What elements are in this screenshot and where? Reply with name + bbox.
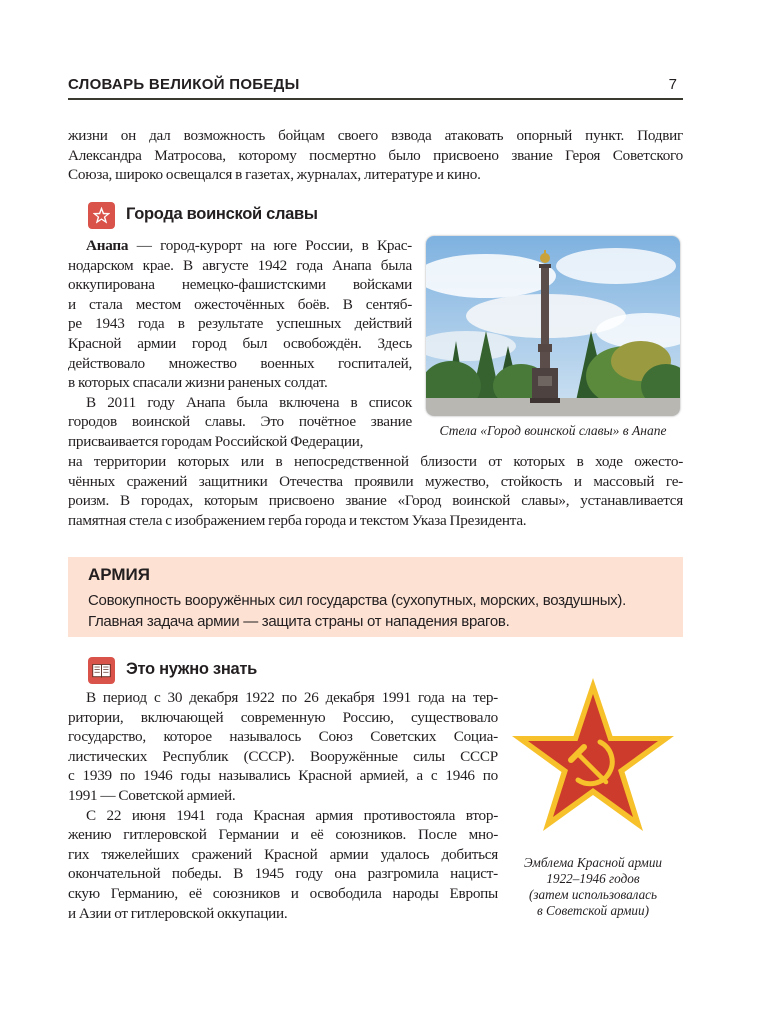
term-anapa: Анапа [86, 237, 129, 254]
section-heading-know [88, 657, 388, 685]
section-heading-text: Города воинской славы [126, 205, 318, 223]
text-line: и стала местом ожесточённых боёв. В сентяб- [68, 295, 412, 313]
section-heading-text: Это нужно знать [126, 660, 258, 678]
text-line: памятная стела с изображением герба города и текстом Указа Президента. [68, 511, 527, 529]
text-line: Союза, широко освещался в газетах, журналах, литературе и кино. [68, 166, 481, 184]
text-line: жению гитлеровской Германии и её союзников. После мно- [68, 826, 498, 844]
intro-paragraph [68, 126, 683, 185]
text-line [68, 236, 412, 256]
definition-line: Совокупность вооружённых сил государства (сухопутных, морских, воздушных). [88, 592, 626, 609]
text-line: окончательной победы. В 1945 году она разгромила нацист- [68, 865, 498, 883]
text-line: с 1939 по 1946 годы назывались Красной армией, а с 1946 по [68, 767, 498, 785]
emblem-caption [508, 855, 678, 919]
definition-term: АРМИЯ [88, 565, 150, 584]
text-line: государство, которое называлось Союз Советских Социа- [68, 728, 498, 746]
cities-paragraph-continued [68, 452, 683, 530]
stele-photo [426, 236, 680, 416]
running-header [68, 76, 683, 100]
text-line: жизни он дал возможность бойцам своего взвода атаковать опорный пункт. Подвиг [68, 127, 683, 144]
text-line: присваивается городам Российской Федерации, [68, 432, 364, 450]
anapa-paragraph [68, 236, 412, 452]
text-line: в которых спасали жизни раненых солдат. [68, 374, 328, 392]
book-title: СЛОВАРЬ ВЕЛИКОЙ ПОБЕДЫ [68, 76, 300, 93]
definition-box [68, 557, 683, 637]
text-line: ритории, включающей современную Россию, существовало [68, 708, 498, 726]
text-line: оккупирована немецко-фашистскими войсками [68, 276, 412, 294]
text-line: ре 1943 года в результате успешных действий [68, 315, 412, 333]
page-number: 7 [668, 76, 677, 93]
text-line: В 2011 году Анапа была включена в список [86, 393, 412, 411]
definition-line: Главная задача армии — защита страны от нападения врагов. [88, 613, 510, 630]
text-line: Александра Матросова, которому посмертно было присвоено звание Героя Советского [68, 146, 683, 164]
stele-image [426, 236, 680, 416]
text-line: городов воинской славы. Это почётное звание [68, 413, 412, 431]
text-line: В период с 30 декабря 1922 по 26 декабря 1991 года на тер- [86, 689, 498, 706]
book-icon [88, 657, 115, 684]
caption-line: Эмблема Красной армии [523, 855, 663, 870]
caption-line: 1922–1946 годов [546, 871, 640, 886]
text-line: скую Германию, её союзников и освободила народы Европы [68, 884, 498, 902]
text-line: листических Республик (СССР). Вооружённые силы СССР [68, 747, 498, 765]
text-line: роизм. В городах, которым присвоено звание «Город воинской славы», устанавливается [68, 492, 683, 510]
text-line: С 22 июня 1941 года Красная армия противостояла втор- [86, 806, 498, 824]
red-star-icon [508, 676, 678, 841]
text-line: гих тяжелейших сражений Красной армии удалось добиться [68, 845, 498, 863]
header-rule [68, 98, 683, 100]
text-line: действовало множество военных госпиталей, [68, 354, 412, 372]
caption-line: (затем использовалась [528, 887, 658, 902]
text-fragment: — город-курорт на юге России, в Крас- [128, 237, 412, 254]
caption-line: в Советской армии) [537, 903, 649, 918]
text-line: Красной армии город был освобождён. Здесь [68, 334, 412, 352]
text-line: 1991 — Советской армией. [68, 786, 236, 804]
photo-caption: Стела «Город воинской славы» в Анапе [439, 423, 667, 438]
text-line: нодарском крае. В августе 1942 года Анапа была [68, 256, 412, 274]
star-icon [88, 202, 115, 229]
section-heading-cities [88, 202, 388, 230]
red-army-emblem [508, 676, 678, 841]
text-line: на территории которых или в непосредственной близости от которых в ходе ожесто- [68, 453, 683, 470]
ussr-paragraph [68, 688, 498, 923]
text-line: чённых сражений защитники Отечества проявили мужество, стойкость и массовый ге- [68, 472, 683, 490]
text-line: и Азии от гитлеровской оккупации. [68, 904, 288, 922]
